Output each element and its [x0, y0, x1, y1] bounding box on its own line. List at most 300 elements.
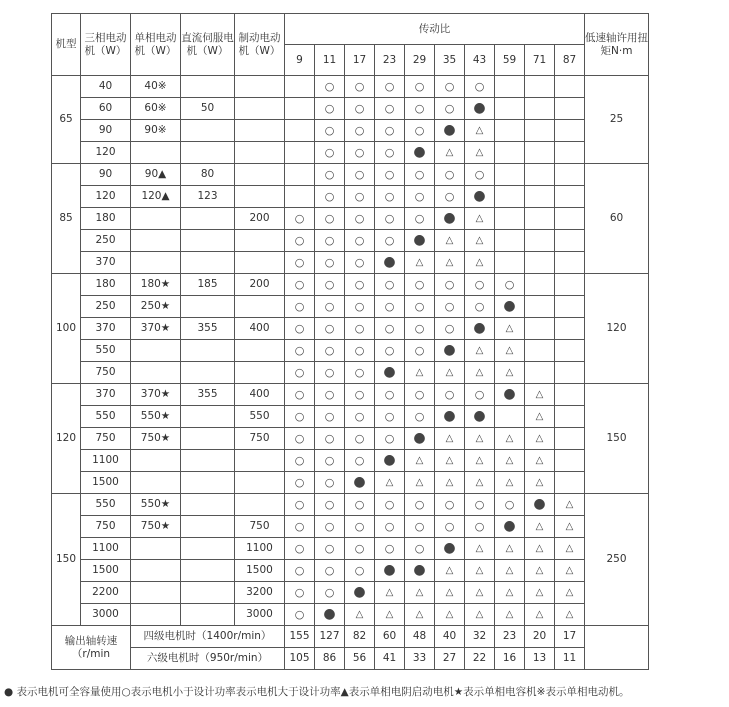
single-phase-cell: 750★ [131, 516, 181, 538]
motor-larger-icon: △ [385, 609, 394, 620]
ratio-cell [345, 230, 375, 252]
ratio-cell [345, 538, 375, 560]
ratio-cell [315, 582, 345, 604]
ratio-cell [285, 384, 315, 406]
single-phase-cell: 180★ [131, 274, 181, 296]
ratio-cell [555, 186, 585, 208]
motor-smaller-icon: ○ [294, 299, 305, 313]
brake-cell [235, 76, 285, 98]
motor-smaller-icon: ○ [324, 101, 335, 115]
full-capacity-icon: ● [443, 121, 456, 138]
single-phase-cell: 90※ [131, 120, 181, 142]
ratio-cell [465, 208, 495, 230]
ratio-cell [435, 604, 465, 626]
ratio-cell [375, 604, 405, 626]
ratio-cell [555, 296, 585, 318]
full-capacity-icon: ● [413, 231, 426, 248]
ratio-cell [555, 142, 585, 164]
motor-smaller-icon: ○ [324, 497, 335, 511]
dc-servo-cell [181, 230, 235, 252]
ratio-cell [525, 120, 555, 142]
brake-cell [235, 142, 285, 164]
speed-label: 输出轴转速（r/min [52, 626, 131, 670]
ratio-cell [285, 494, 315, 516]
motor-larger-icon: △ [355, 609, 364, 620]
motor-larger-icon: △ [565, 609, 574, 620]
motor-smaller-icon: ○ [354, 519, 365, 533]
ratio-cell [465, 142, 495, 164]
motor-smaller-icon: ○ [294, 519, 305, 533]
ratio-cell [435, 362, 465, 384]
single-phase-cell: 40※ [131, 76, 181, 98]
table-row [52, 428, 649, 450]
ratio-cell [285, 274, 315, 296]
ratio-cell [315, 384, 345, 406]
motor-smaller-icon: ○ [444, 189, 455, 203]
ratio-cell [435, 582, 465, 604]
ratio-cell [435, 296, 465, 318]
ratio-cell [465, 164, 495, 186]
motor-smaller-icon: ○ [384, 79, 395, 93]
speed-cell: 22 [465, 648, 495, 670]
full-capacity-icon: ● [473, 407, 486, 424]
motor-smaller-icon: ○ [444, 387, 455, 401]
ratio-cell [345, 582, 375, 604]
motor-smaller-icon: ○ [294, 409, 305, 423]
motor-smaller-icon: ○ [414, 189, 425, 203]
speed-row-four-pole [52, 626, 649, 648]
brake-cell [235, 472, 285, 494]
ratio-cell [495, 494, 525, 516]
ratio-cell [375, 516, 405, 538]
ratio-cell [465, 76, 495, 98]
ratio-cell [315, 362, 345, 384]
ratio-cell [435, 472, 465, 494]
motor-smaller-icon: ○ [324, 541, 335, 555]
ratio-cell [345, 208, 375, 230]
speed-cell: 60 [375, 626, 405, 648]
ratio-cell [435, 450, 465, 472]
ratio-cell [495, 472, 525, 494]
ratio-cell [315, 274, 345, 296]
motor-smaller-icon: ○ [414, 123, 425, 137]
ratio-cell [315, 98, 345, 120]
motor-smaller-icon: ○ [384, 409, 395, 423]
motor-smaller-icon: ○ [294, 607, 305, 621]
dc-servo-cell [181, 406, 235, 428]
table-row [52, 538, 649, 560]
ratio-cell [315, 208, 345, 230]
ratio-cell [315, 230, 345, 252]
brake-cell [235, 164, 285, 186]
ratio-cell [345, 164, 375, 186]
ratio-cell [525, 76, 555, 98]
table-row [52, 164, 649, 186]
ratio-cell [465, 98, 495, 120]
single-phase-cell [131, 450, 181, 472]
dc-servo-cell [181, 208, 235, 230]
motor-smaller-icon: ○ [324, 365, 335, 379]
motor-smaller-icon: ○ [354, 123, 365, 137]
ratio-cell [465, 560, 495, 582]
ratio-cell [345, 428, 375, 450]
brake-cell: 400 [235, 384, 285, 406]
motor-larger-icon: △ [415, 257, 424, 268]
motor-smaller-icon: ○ [384, 167, 395, 181]
ratio-cell [315, 120, 345, 142]
motor-larger-icon: △ [535, 433, 544, 444]
ratio-cell [375, 76, 405, 98]
ratio-cell [555, 76, 585, 98]
motor-larger-icon: △ [415, 609, 424, 620]
motor-smaller-icon: ○ [384, 145, 395, 159]
ratio-cell [345, 604, 375, 626]
ratio-cell [555, 406, 585, 428]
ratio-cell [525, 252, 555, 274]
ratio-cell [405, 274, 435, 296]
motor-smaller-icon: ○ [324, 321, 335, 335]
ratio-cell [405, 208, 435, 230]
motor-smaller-icon: ○ [444, 167, 455, 181]
ratio-cell [375, 340, 405, 362]
single-phase-cell: 60※ [131, 98, 181, 120]
ratio-cell [285, 560, 315, 582]
ratio-cell [375, 428, 405, 450]
three-phase-cell: 550 [81, 406, 131, 428]
dc-servo-cell [181, 472, 235, 494]
ratio-cell [405, 120, 435, 142]
table-row [52, 142, 649, 164]
ratio-cell [405, 428, 435, 450]
ratio-cell [405, 296, 435, 318]
ratio-cell [555, 538, 585, 560]
four-pole-label: 四级电机时（1400r/min） [131, 626, 285, 648]
motor-larger-icon: △ [445, 587, 454, 598]
motor-smaller-icon: ○ [354, 255, 365, 269]
ratio-cell [345, 516, 375, 538]
motor-smaller-icon: ○ [474, 387, 485, 401]
motor-larger-icon: △ [535, 477, 544, 488]
full-capacity-icon: ● [473, 99, 486, 116]
motor-smaller-icon: ○ [324, 255, 335, 269]
ratio-cell [285, 538, 315, 560]
motor-smaller-icon: ○ [294, 585, 305, 599]
table-row [52, 252, 649, 274]
single-phase-cell: 550★ [131, 494, 181, 516]
three-phase-cell: 180 [81, 274, 131, 296]
ratio-cell [345, 98, 375, 120]
ratio-cell [555, 208, 585, 230]
motor-smaller-icon: ○ [324, 145, 335, 159]
motor-smaller-icon: ○ [444, 519, 455, 533]
ratio-cell [375, 472, 405, 494]
motor-smaller-icon: ○ [384, 431, 395, 445]
model-cell: 100 [52, 274, 81, 384]
ratio-cell [435, 230, 465, 252]
brake-cell [235, 450, 285, 472]
ratio-cell [345, 252, 375, 274]
ratio-cell [285, 516, 315, 538]
motor-smaller-icon: ○ [354, 343, 365, 357]
table-row [52, 120, 649, 142]
dc-servo-cell [181, 296, 235, 318]
motor-smaller-icon: ○ [354, 277, 365, 291]
motor-smaller-icon: ○ [384, 541, 395, 555]
motor-larger-icon: △ [445, 477, 454, 488]
motor-smaller-icon: ○ [324, 123, 335, 137]
ratio-cell [495, 76, 525, 98]
motor-larger-icon: △ [445, 609, 454, 620]
ratio-cell [315, 450, 345, 472]
table-row [52, 560, 649, 582]
ratio-cell [495, 208, 525, 230]
speed-cell: 32 [465, 626, 495, 648]
ratio-cell [345, 406, 375, 428]
ratio-cell [465, 604, 495, 626]
motor-larger-icon: △ [535, 455, 544, 466]
ratio-cell [315, 428, 345, 450]
ratio-cell [375, 362, 405, 384]
motor-smaller-icon: ○ [444, 321, 455, 335]
ratio-cell [555, 252, 585, 274]
ratio-cell [495, 604, 525, 626]
speed-cell: 82 [345, 626, 375, 648]
single-phase-cell [131, 362, 181, 384]
ratio-cell [375, 98, 405, 120]
ratio-cell [495, 362, 525, 384]
ratio-cell [465, 384, 495, 406]
motor-larger-icon: △ [505, 543, 514, 554]
full-capacity-icon: ● [413, 143, 426, 160]
motor-larger-icon: △ [535, 565, 544, 576]
ratio-cell [525, 318, 555, 340]
ratio-cell [285, 98, 315, 120]
motor-smaller-icon: ○ [444, 497, 455, 511]
speed-cell: 56 [345, 648, 375, 670]
motor-smaller-icon: ○ [324, 409, 335, 423]
ratio-cell [285, 582, 315, 604]
header-ratio: 传动比 [285, 14, 585, 45]
motor-smaller-icon: ○ [294, 277, 305, 291]
ratio-cell [285, 604, 315, 626]
table-row [52, 76, 649, 98]
full-capacity-icon: ● [383, 253, 396, 270]
table-row [52, 516, 649, 538]
ratio-cell [345, 340, 375, 362]
table-row [52, 230, 649, 252]
motor-larger-icon: △ [475, 543, 484, 554]
ratio-cell [435, 538, 465, 560]
ratio-cell [495, 538, 525, 560]
ratio-cell [405, 142, 435, 164]
table-row [52, 582, 649, 604]
motor-smaller-icon: ○ [294, 343, 305, 357]
ratio-cell [345, 362, 375, 384]
table-row [52, 186, 649, 208]
ratio-cell [315, 296, 345, 318]
six-pole-label: 六级电机时（950r/min） [131, 648, 285, 670]
ratio-cell [495, 406, 525, 428]
ratio-cell [405, 252, 435, 274]
ratio-cell [285, 142, 315, 164]
header-three-phase: 三相电动机（W） [81, 14, 131, 76]
motor-smaller-icon: ○ [384, 497, 395, 511]
ratio-cell [495, 384, 525, 406]
header-torque: 低速轴许用扭矩N·m [585, 14, 649, 76]
speed-cell: 105 [285, 648, 315, 670]
motor-smaller-icon: ○ [324, 563, 335, 577]
ratio-cell [465, 406, 495, 428]
motor-smaller-icon: ○ [384, 233, 395, 247]
ratio-cell [435, 76, 465, 98]
three-phase-cell: 3000 [81, 604, 131, 626]
motor-larger-icon: △ [475, 587, 484, 598]
ratio-cell [555, 164, 585, 186]
motor-larger-icon: △ [415, 587, 424, 598]
single-phase-cell: 120▲ [131, 186, 181, 208]
motor-smaller-icon: ○ [414, 497, 425, 511]
speed-cell: 155 [285, 626, 315, 648]
motor-larger-icon: △ [505, 565, 514, 576]
ratio-cell [465, 362, 495, 384]
dc-servo-cell [181, 560, 235, 582]
ratio-cell [555, 428, 585, 450]
motor-larger-icon: △ [475, 609, 484, 620]
ratio-cell [315, 604, 345, 626]
motor-larger-icon: △ [535, 543, 544, 554]
ratio-cell [525, 384, 555, 406]
three-phase-cell: 180 [81, 208, 131, 230]
ratio-cell [375, 538, 405, 560]
ratio-cell [465, 120, 495, 142]
single-phase-cell [131, 560, 181, 582]
ratio-cell [375, 208, 405, 230]
motor-smaller-icon: ○ [354, 299, 365, 313]
ratio-cell [555, 560, 585, 582]
ratio-cell [435, 384, 465, 406]
single-phase-cell: 370★ [131, 318, 181, 340]
motor-larger-icon: △ [445, 257, 454, 268]
ratio-cell [405, 384, 435, 406]
ratio-cell [315, 76, 345, 98]
ratio-cell [375, 384, 405, 406]
brake-cell [235, 120, 285, 142]
ratio-cell [495, 230, 525, 252]
three-phase-cell: 1100 [81, 450, 131, 472]
motor-larger-icon: △ [445, 433, 454, 444]
ratio-cell [555, 230, 585, 252]
speed-cell: 127 [315, 626, 345, 648]
ratio-header-cell: 59 [495, 45, 525, 76]
ratio-cell [495, 98, 525, 120]
ratio-cell [375, 560, 405, 582]
ratio-cell [525, 604, 555, 626]
ratio-cell [435, 274, 465, 296]
full-capacity-icon: ● [443, 407, 456, 424]
table-row [52, 318, 649, 340]
motor-larger-icon: △ [475, 345, 484, 356]
three-phase-cell: 120 [81, 142, 131, 164]
ratio-cell [375, 252, 405, 274]
ratio-cell [525, 428, 555, 450]
brake-cell [235, 340, 285, 362]
ratio-cell [465, 274, 495, 296]
motor-larger-icon: △ [565, 521, 574, 532]
motor-larger-icon: △ [565, 565, 574, 576]
ratio-cell [555, 472, 585, 494]
full-capacity-icon: ● [353, 583, 366, 600]
ratio-header-cell: 11 [315, 45, 345, 76]
full-capacity-icon: ● [533, 495, 546, 512]
dc-servo-cell [181, 252, 235, 274]
motor-smaller-icon: ○ [384, 343, 395, 357]
motor-larger-icon: △ [505, 367, 514, 378]
motor-smaller-icon: ○ [294, 321, 305, 335]
motor-smaller-icon: ○ [474, 299, 485, 313]
three-phase-cell: 370 [81, 318, 131, 340]
motor-larger-icon: △ [535, 389, 544, 400]
brake-cell: 200 [235, 274, 285, 296]
motor-smaller-icon: ○ [384, 387, 395, 401]
motor-smaller-icon: ○ [324, 343, 335, 357]
speed-cell: 41 [375, 648, 405, 670]
ratio-cell [375, 120, 405, 142]
three-phase-cell: 90 [81, 120, 131, 142]
ratio-cell [285, 472, 315, 494]
full-capacity-icon: ● [383, 561, 396, 578]
ratio-cell [525, 450, 555, 472]
motor-larger-icon: △ [475, 433, 484, 444]
ratio-cell [555, 120, 585, 142]
brake-cell: 550 [235, 406, 285, 428]
full-capacity-icon: ● [383, 363, 396, 380]
ratio-cell [375, 142, 405, 164]
ratio-cell [315, 494, 345, 516]
motor-smaller-icon: ○ [324, 585, 335, 599]
motor-smaller-icon: ○ [444, 101, 455, 115]
motor-smaller-icon: ○ [384, 321, 395, 335]
ratio-cell [495, 296, 525, 318]
motor-smaller-icon: ○ [294, 255, 305, 269]
ratio-cell [495, 274, 525, 296]
three-phase-cell: 1100 [81, 538, 131, 560]
ratio-cell [285, 450, 315, 472]
brake-cell [235, 296, 285, 318]
single-phase-cell [131, 340, 181, 362]
ratio-cell [495, 340, 525, 362]
motor-smaller-icon: ○ [354, 233, 365, 247]
header-model: 机型 [52, 14, 81, 76]
ratio-cell [555, 340, 585, 362]
motor-smaller-icon: ○ [414, 343, 425, 357]
motor-smaller-icon: ○ [384, 277, 395, 291]
table-row [52, 98, 649, 120]
three-phase-cell: 120 [81, 186, 131, 208]
three-phase-cell: 550 [81, 494, 131, 516]
ratio-cell [465, 582, 495, 604]
motor-smaller-icon: ○ [444, 277, 455, 291]
three-phase-cell: 750 [81, 428, 131, 450]
ratio-cell [525, 362, 555, 384]
motor-smaller-icon: ○ [504, 497, 515, 511]
ratio-cell [315, 538, 345, 560]
full-capacity-icon: ● [413, 561, 426, 578]
three-phase-cell: 250 [81, 230, 131, 252]
motor-smaller-icon: ○ [324, 431, 335, 445]
dc-servo-cell: 355 [181, 384, 235, 406]
ratio-cell [435, 494, 465, 516]
ratio-header-cell: 35 [435, 45, 465, 76]
